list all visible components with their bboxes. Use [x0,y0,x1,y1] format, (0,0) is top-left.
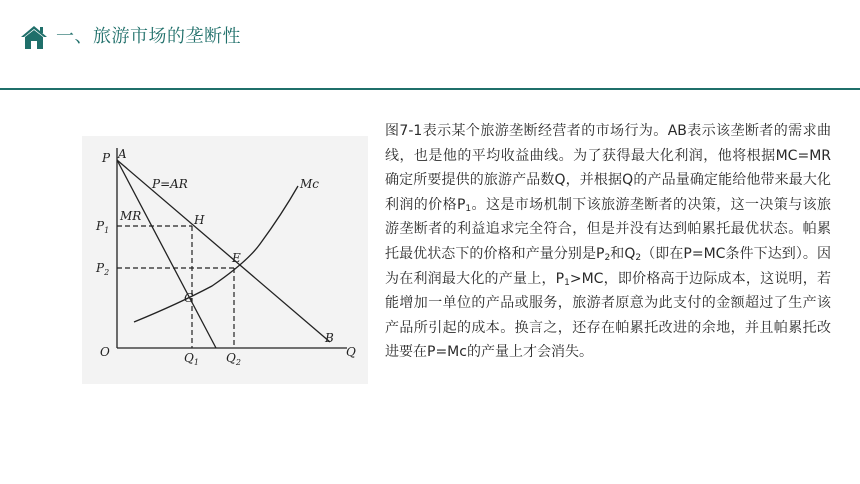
desc-seg2: 。这是市场机制下该旅游垄断者的决策，这一决策与该旅游垄断者的利益追求完全符合，但是并没有达到帕累托最优状态。帕累托最优状态下的价格和产量分别是P [385,196,831,262]
desc-seg3: 和Q [610,245,636,262]
header [0,0,860,78]
desc-sub1: 1 [465,203,472,214]
label-h: H [194,213,205,227]
description-paragraph [385,119,831,365]
label-b: B [325,331,334,345]
label-q1: $Q_1$ [184,351,199,367]
label-p1: $P_1$ [96,219,110,235]
mc-curve [134,186,298,322]
desc-seg1: 图7-1表示某个旅游垄断经营者的市场行为。AB表示该垄断者的需求曲线，也是他的平均收益曲线。为了获得最大化利润，他将根据MC=MR确定所要提供的旅游产品数Q，并根据Q的产品量确定能给他带来最大化利润的价格P [385,123,831,213]
label-mr: MR [120,209,142,223]
demand-curve-ab [117,160,330,342]
monopoly-diagram [82,136,368,384]
label-g: G [184,291,194,305]
page-title: 一、旅游市场的垄断性 [56,26,241,47]
label-p-axis: P [102,151,111,165]
home-icon[interactable] [20,24,48,50]
desc-seg5: >MC，即价格高于边际成本，这说明，若能增加一单位的产品或服务，旅游者原意为此支付的金额超过了生产该产品所引起的成本。换言之，还存在帕累托改进的余地，并且帕累托改进要在P=Mc的产量上才会消失。 [385,270,831,361]
desc-sub3: 2 [635,252,642,263]
diagram-svg [82,136,368,384]
desc-sub2: 2 [604,252,611,263]
label-a: A [118,147,127,161]
label-q-axis: Q [346,345,356,359]
desc-sub4: 1 [564,277,570,288]
label-e: E [232,251,241,265]
label-q2: $Q_2$ [226,351,241,367]
label-p-eq-ar: P=AR [152,177,188,191]
label-mc: Mc [300,177,320,191]
desc-seg4: （即在P=MC条件下达到）。因为在利润最大化的产量上，P [385,245,831,287]
label-p2: $P_2$ [96,261,110,277]
header-divider [0,88,860,90]
label-origin: O [100,345,110,359]
